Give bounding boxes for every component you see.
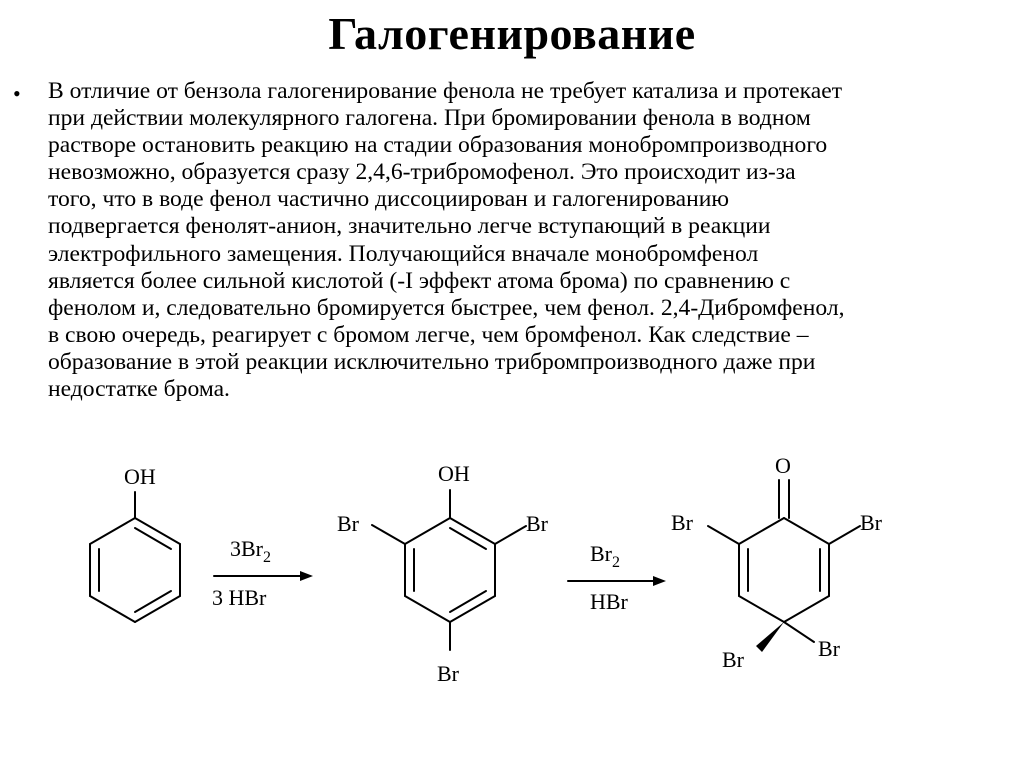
br-label: Br: [722, 647, 744, 672]
bond: [739, 596, 784, 622]
paragraph-line: растворе остановить реакцию на стадии образования монобромпроизводного: [48, 132, 828, 159]
paragraph-line: в свою очередь, реагирует с бромом легче, чем бромфенол. Как следствие –: [48, 321, 809, 348]
paragraph-line: того, что в воде фенол частично диссоциирован и галогенированию: [48, 186, 730, 213]
phenol-structure: [90, 464, 180, 622]
paragraph-line: невозможно, образуется сразу 2,4,6-трибромофенол. Это происходит из-за: [48, 159, 796, 186]
bond: [90, 596, 135, 622]
reagent-label: $Br_2$: [590, 541, 620, 571]
arrow-head: [300, 571, 313, 581]
paragraph-line: электрофильного замещения. Получающийся вначале монобромфенол: [48, 240, 759, 267]
paragraph-line: образование в этой реакции исключительно трибромпроизводного даже при: [48, 348, 816, 375]
paragraph-line: является более сильной кислотой (-I эффект атома брома) по сравнению с: [48, 267, 791, 294]
o-label: O: [775, 453, 791, 478]
bond: [90, 518, 135, 544]
paragraph-line: при действии молекулярного галогена. При бромировании фенола в водном: [48, 105, 811, 132]
body-paragraph: [48, 78, 1016, 403]
slide-title: Галогенирование: [328, 8, 696, 59]
oh-label: OH: [124, 464, 156, 489]
bond: [135, 528, 171, 549]
bond: [135, 591, 171, 612]
paragraph-line: фенолом и, следовательно бромируется быстрее, чем фенол. 2,4-Дибромфенол,: [48, 294, 845, 321]
br-label: Br: [818, 636, 840, 661]
bond: [450, 528, 486, 549]
tribromophenol-structure: [337, 461, 549, 686]
paragraph-line: подвергается фенолят-анион, значительно легче вступающий в реакции: [48, 213, 771, 240]
arrow-head: [653, 576, 666, 586]
br-label: Br: [337, 511, 359, 536]
bond: [784, 622, 814, 642]
reaction-scheme: [0, 440, 1024, 690]
byproduct-label: HBr: [590, 589, 628, 614]
bond: [405, 518, 450, 544]
bond: [372, 525, 405, 544]
br-label: Br: [860, 510, 882, 535]
bullet-marker: •: [13, 81, 21, 106]
reaction-arrow-1: [212, 536, 313, 610]
reagent-label: $3Br_2$: [230, 536, 271, 566]
bond: [784, 596, 829, 622]
br-label: Br: [526, 511, 548, 536]
wedge-bond: [756, 622, 784, 652]
byproduct-label: 3 HBr: [212, 585, 267, 610]
br-label: Br: [437, 661, 459, 686]
br-label: Br: [671, 510, 693, 535]
bond: [784, 518, 829, 544]
bond: [450, 591, 486, 612]
bond: [495, 526, 526, 544]
bond: [708, 526, 739, 544]
tetrabromocyclohexadienone-structure: [671, 453, 883, 672]
bond: [829, 526, 860, 544]
reaction-arrow-2: [568, 541, 666, 614]
bond: [405, 596, 450, 622]
paragraph-line: недостатке брома.: [48, 376, 230, 403]
paragraph-line: В отличие от бензола галогенирование фенола не требует катализа и протекает: [48, 78, 843, 104]
oh-label: OH: [438, 461, 470, 486]
bond: [739, 518, 784, 544]
